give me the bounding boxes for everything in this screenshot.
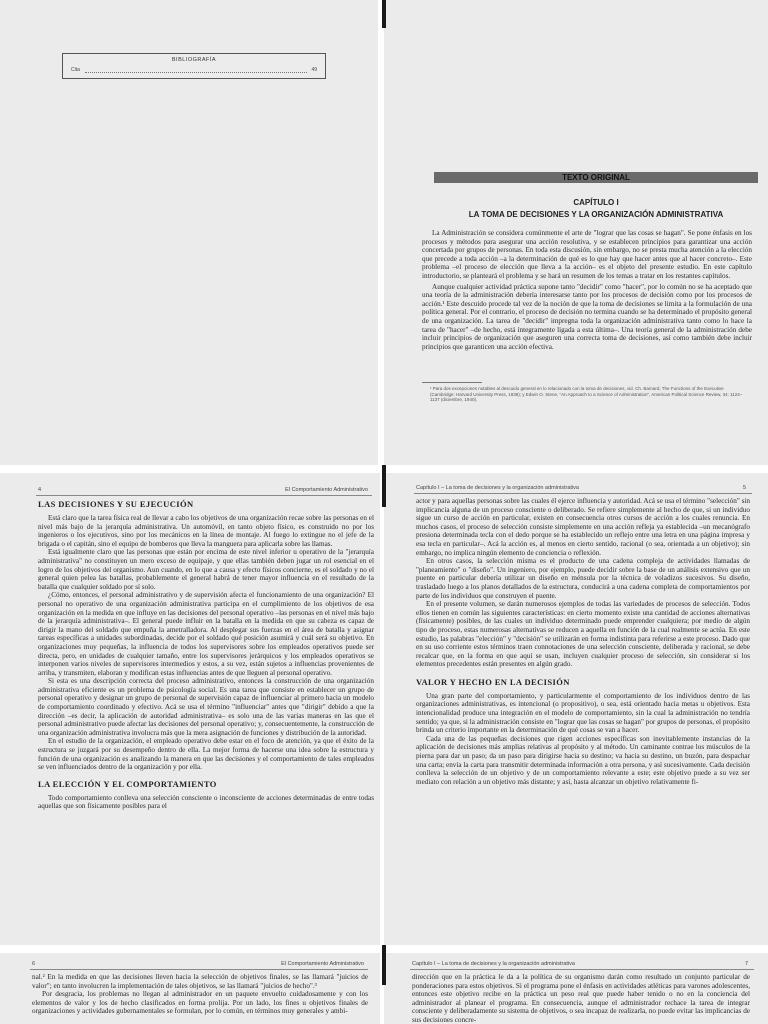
paragraph: Está igualmente claro que las personas que están por encima de este nivel inferior u operativo de la "jerarquía administrativa" no constituyen un mero exceso de equipaje, y que ellas también deben jugar un rol esencial en el logro de los objetivos del organismo. Aun cuando, en lo que a causa y efecto físicos concierne, es el soldado y no el general quien pelea las batallas, probablemente el general habrá de tener mayor influencia en el resultado de la batalla que cualquier soldado por sí solo. xyxy=(38,548,374,591)
page-6 xyxy=(384,953,768,1024)
paragraph: Por desgracia, los problemas no llegan al administrador en un paquete envuelto cuidadosamente y con los elementos de valor y los de hecho clasificados en forma prolija. Por un lado, los fines u objetivos finales de organizaciones y actividades gubernamentales se formulan, por lo común, en términos muy generales y ambi- xyxy=(32,990,368,1016)
toc-line xyxy=(71,67,317,75)
running-head: El Comportamiento Administrativo xyxy=(281,961,364,967)
bibliography-box-title: BIBLIOGRAFÍA xyxy=(171,57,217,63)
page-5 xyxy=(0,953,380,1024)
paragraph: ¿Cómo, entonces, el personal administrativo y de supervisión afecta el funcionamiento de una organización? El personal no operativo de una organización administrativa participa en el cumplimiento de los objetivos de esa organización en la medida en que influye en las decisiones del personal operativo –las personas en el nivel más bajo de la jerarquía administrativa–. El general puede influir en la batalla en la medida en que su cabeza es capaz de dirigir la mano del soldado que empuña la ametralladora. Al desplegar sus fuerzas en el área de batalla y asignar tareas específicas a unidades subordinadas, decide por el soldado qué posición asumirá y cuál será su objetivo. En organizaciones muy pequeñas, la influencia de todos los supervisores sobre los empleados operativos puede ser directa, pero, en unidades de cualquier tamaño, entre los supervisores jerárquicos y los empleados operativos se interponen varios niveles de supervisores intermedios y estos, a su vez, están sujetos a influencias provenientes de arriba, y transmiten, elaboran y modifican estas influencias antes de que lleguen al personal operativo. xyxy=(38,591,374,677)
paragraph: Una gran parte del comportamiento, y particularmente el comportamiento de los individuos dentro de las organizaciones administrativas, es intencional (o propositivo), o sea, está orientado hacia metas u objetivos. Esta intencionalidad produce una integración en el modelo de comportamiento, sin la cual la administración no tendría sentido; ya que, si la administración consiste en "lograr que las cosas se hagan" por grupos de personas, el propósito brinda un criterio importante en la determinación de qué cosas se van a hacer. xyxy=(416,691,750,735)
paragraph: Cada una de las pequeñas decisiones que rigen acciones específicas son inevitablemente instancias de la aplicación de decisiones más amplias relativas al propósito y al método. Un caminante contrae los músculos de la pierna para dar un paso; da un paso para dirigirse hacia su destino; va hacia su destino, un buzón, para despachar una carta; envía la carta para transmitir determinada información a otra persona, y así sucesivamente. Cada decisión conlleva la selección de un objetivo y de un comportamiento relevante a este; este objetivo puede a su vez ser mediato con relación a un objetivo más distante; y así, hasta alcanzar un objetivo relativamente fi- xyxy=(416,734,750,786)
page-3-text xyxy=(38,499,374,811)
bibliography-box xyxy=(62,53,326,79)
chapter-label: CAPÍTULO I xyxy=(573,198,619,207)
toc-page-number: 49 xyxy=(311,67,317,73)
page-number: 5 xyxy=(742,485,746,491)
page-number: 6 xyxy=(32,961,36,967)
footnote-rule xyxy=(422,382,482,383)
chapter-title: LA TOMA DE DECISIONES Y LA ORGANIZACIÓN ADMINISTRATIVA xyxy=(468,210,724,219)
scan-fold-mark xyxy=(382,0,386,28)
paragraph: actor y para aquellas personas sobre las cuales él ejerce influencia y autoridad. Acá se usa el término "selección" sin implicancia alguna de un proceso consciente o deliberado. Se refiere simplemente al hecho de que, si un individuo sigue un curso de acción en particular, existen en consecuencia otros cursos de acción a los cuales renuncia. En muchos casos, el proceso de selección consiste simplemente en una acción refleja ya establecida –un mecanógrafo presiona determinada tecla con el dedo porque se ha establecido un reflejo entre una letra en una página impresa y esa tecla en particular–. Acá la acción es, al menos en cierto sentido, racional (o sea, orientada a un objetivo); sin embargo, no implica ningún elemento de conciencia o reflexión. xyxy=(416,497,750,557)
page-1 xyxy=(0,0,378,465)
paragraph: Todo comportamiento conlleva una selección consciente o inconsciente de acciones determinadas de entre todas aquellas que son físicamente posibles para el xyxy=(38,793,374,811)
banner-label: TEXTO ORIGINAL xyxy=(562,173,630,182)
page-3 xyxy=(0,473,380,945)
chapter-text xyxy=(422,229,752,351)
page-2 xyxy=(384,0,768,465)
page-number: 7 xyxy=(744,961,748,967)
banner-texto-original xyxy=(434,172,758,183)
scan-fold-mark xyxy=(382,465,386,507)
page-6-text xyxy=(412,973,750,1024)
section-heading: LAS DECISIONES Y SU EJECUCIÓN xyxy=(38,499,194,509)
running-head-rule xyxy=(414,493,752,494)
running-head: Capítulo I – La toma de decisiones y la organización administrativa xyxy=(416,485,579,491)
page-4 xyxy=(384,473,768,945)
running-head: El Comportamiento Administrativo xyxy=(285,487,368,493)
page-4-text xyxy=(416,497,750,786)
running-head-rule xyxy=(410,969,754,970)
paragraph: En el presente volumen, se darán numerosos ejemplos de todas las variedades de procesos de selección. Todos ellos tienen en común las siguientes características: en cierto momento existe una cantidad de acciones alternativas (físicamente) posibles, de las cuales un individuo determinado puede emprender cualquiera; por medio de algún tipo de proceso, estas numerosas alternativas se reducen a aquella en función de la cual realmente se actúa. En este estudio, las palabras "elección" y "decisión" se utilizarán en forma indistinta para referirse a este proceso. Dado que en su uso corriente estos términos traen connotaciones de una selección consciente, deliberada y racional, se debe recalcar que, en la forma en que aquí se usan, incluyen cualquier proceso de selección, sin considerar si los elementos precedentes están presentes en algún grado. xyxy=(416,600,750,669)
paragraph: nal.² En la medida en que las decisiones lleven hacia la selección de objetivos finales, se las llamará "juicios de valor"; en tanto involucren la implementación de tales objetivos, se las llamará "juicios de hecho".³ xyxy=(32,973,368,990)
paragraph: En el estudio de la organización, el empleado operativo debe estar en el foco de atención, ya que el éxito de la estructura se juzgará por su desempeño dentro de ella. La mejor forma de hacerse una idea sobre la estructura y función de una organización es analizando la manera en que las decisiones y el comportamiento de tales empleados se ven influenciados dentro de la organización y por ella. xyxy=(38,737,374,772)
page-5-text xyxy=(32,973,368,1016)
paragraph: dirección que en la práctica le da a la política de su organismo darán como resultado un conjunto particular de ponderaciones para estos objetivos. Si el programa pone el énfasis en actividades atléticas para varones adolescentes, entonces este objetivo recibe en la práctica un peso real que puede haber tenido o no en la conciencia del administrador al planear el programa. En consecuencia, aunque el administrador rechace la tarea de integrar consciente y deliberadamente su sistema de objetivos, o sea incapaz de realizarla, no puede evitar las implicancias de sus decisiones concre- xyxy=(412,973,750,1024)
paragraph: Está claro que la tarea física real de llevar a cabo los objetivos de una organización recae sobre las personas en el nivel más bajo de la jerarquía administrativa. Un automóvil, en tanto objeto físico, es construido no por los ingenieros o los ejecutivos, sino por los mecánicos en la línea de montaje. Al fuego lo extingue no el jefe de la brigada o el capitán, sino el equipo de bomberos que lleva la manguera para aplicarla sobre las llamas. xyxy=(38,514,374,548)
footnote: ¹ Para dos excepciones notables al descuido general en lo relacionado con la toma de decisiones, vid. Ch. Barnard, The Functions of the Executive (Cambridge: Harvard University Press, 1938); y Edwin O. Stene, "An Approach to a Science of Administration", American Political Science Review, 34: 1124–1137 (diciembre, 1940). xyxy=(430,386,743,403)
paragraph: En otros casos, la selección misma es el producto de una cadena compleja de actividades llamadas de "planeamiento" o "diseño". Un ingeniero, por ejemplo, puede decidir sobre la base de un análisis extensivo que un puente en particular debería utilizar un diseño en ménsula por la técnica de voladizos sucesivos. Su diseño, trasladado luego a los planos detallados de la estructura, conducirá a una cadena completa de comportamientos por parte de los individuos que construyen el puente. xyxy=(416,557,750,600)
paragraph: La Administración se considera comúnmente el arte de "lograr que las cosas se hagan". Se pone énfasis en los procesos y métodos para asegurar una acción resolutiva, y se establecen principios para garantizar una acción concertada por grupos de personas. En toda esta discusión, sin embargo, no se presta mucha atención a la elección que precede a toda acción –a la determinación de qué es lo que hay que hacer antes que al hacer concreto–. Este problema –el proceso de elección que lleva a la acción– es el objeto del presente estudio. En este capítulo introductorio, se planteará el problema y se hará un resumen de los temas a tratar en los restantes capítulos. xyxy=(422,229,752,280)
section-heading: VALOR Y HECHO EN LA DECISIÓN xyxy=(416,676,570,687)
running-head: Capítulo I – La toma de decisiones y la organización administrativa xyxy=(412,961,575,967)
paragraph: Si esta es una descripción correcta del proceso administrativo, entonces la construcción de una organización administrativa eficiente es un problema de psicología social. Es una tarea que consiste en establecer un grupo de personal operativo y designar un grupo de personal de supervisión capaz de influenciar al primero hacia un modelo de comportamiento coordinado y efectivo. Acá se usa el término "influenciar" antes que "dirigir" debido a que la dirección –es decir, la aplicación de autoridad administrativa– es solo una de las varias maneras en las que el personal administrativo puede afectar las decisiones del personal operativo; y, consecuentemente, la construcción de una organización administrativa involucra más que la mera asignación de funciones y distribución de la autoridad. xyxy=(38,677,374,737)
running-head-rule xyxy=(30,969,368,970)
paragraph: Aunque cualquier actividad práctica supone tanto "decidir" como "hacer", por lo común no se ha aceptado que una teoría de la administración debería interesarse tanto por los procesos de decisión como por los procesos de acción.¹ Este descuido procede tal vez de la noción de que la toma de decisiones se limita a la formulación de una política general. Por el contrario, el proceso de decisión no termina cuando se ha determinado el propósito general de una organización. La tarea de "decidir" impregna toda la organización administrativa tanto como lo hace la tarea de "hacer" –de hecho, está íntegramente ligada a esta última–. Una teoría general de la administración debe incluir principios de organización que aseguren una correcta toma de decisiones, así como también debe incluir principios que garanticen una acción efectiva. xyxy=(422,282,752,351)
section-heading: LA ELECCIÓN Y EL COMPORTAMIENTO xyxy=(38,778,217,789)
scan-fold-mark xyxy=(382,945,386,985)
page-number: 4 xyxy=(38,487,42,493)
running-head-rule xyxy=(36,495,372,496)
toc-dot-leader xyxy=(85,72,307,73)
toc-item-label: Cita xyxy=(71,67,80,73)
